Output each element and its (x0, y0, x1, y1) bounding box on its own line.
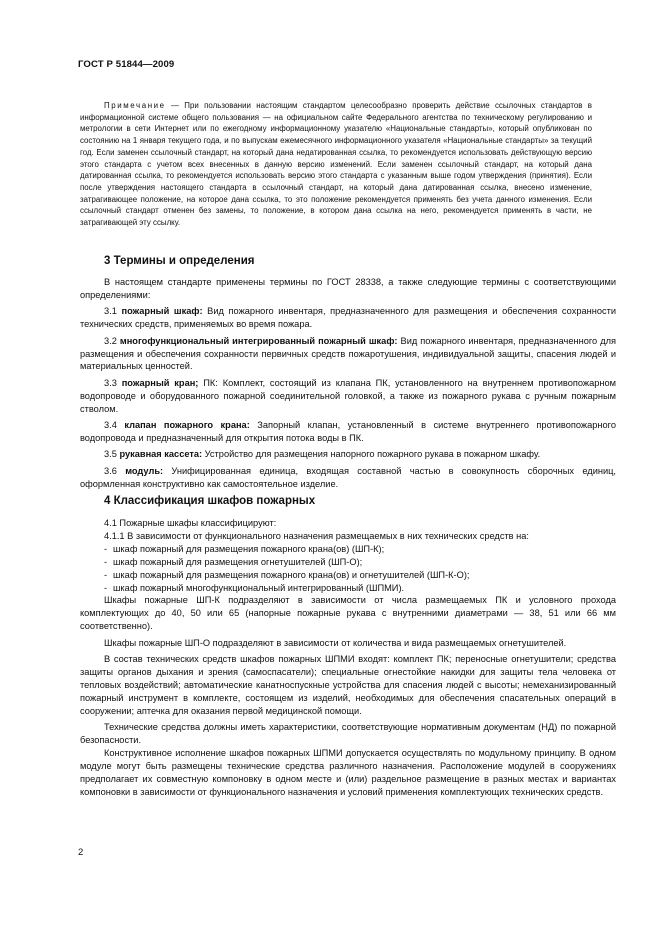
term-number: 3.5 (104, 449, 120, 460)
term-3-5 (80, 448, 616, 461)
term-definition: ПК: Комплект, состоящий из клапана ПК, установленного на внутреннем противопожарном водопроводе и оборудованного пожарной соединительной головкой, а также из пожарного рукава с ручным пожарным стволом. (80, 377, 616, 414)
list-item-text: шкаф пожарный для размещения огнетушителей (ШП-О); (113, 556, 363, 567)
term-name: модуль: (125, 465, 164, 476)
term-name: многофункциональный интегрированный пожарный шкаф: (119, 335, 398, 346)
term-definition: Устройство для размещения напорного пожарного рукава в пожарном шкафу. (202, 449, 541, 460)
list-item-text: шкаф пожарный для размещения пожарного крана(ов) (ШП-К); (113, 543, 385, 554)
paragraph-shp-o: Шкафы пожарные ШП-О подразделяют в зависимости от количества и вида размещаемых огнетушителей. (104, 637, 567, 648)
list-item (80, 582, 616, 595)
term-name: рукавная кассета: (119, 449, 203, 460)
term-name: клапан пожарного крана: (124, 420, 250, 431)
term-definition: Унифицированная единица, входящая составной частью в совокупность сборочных единиц, оформленная конструктивно как самостоятельное изделие. (80, 465, 617, 489)
paragraph-modular: Конструктивное исполнение шкафов пожарных ШПМИ допускается осуществлять по модульному принципу. В одном модуле могут быть размещены технические средства различного назначения. Расположение модулей в сооружениях предполагает их совместную компоновку в одном месте и (или) раздельное размещение в разных местах и вариантах компоновки в зависимости от функционального назначения и условий применения комплектующих технических средств. (80, 747, 616, 797)
section-4-heading: 4 Классификация шкафов пожарных (104, 495, 316, 507)
term-3-4 (80, 419, 616, 445)
term-number: 3.3 (104, 377, 122, 388)
section-3-heading: 3 Термины и определения (104, 255, 255, 267)
list-dash: - (104, 543, 108, 554)
term-3-1 (80, 305, 616, 331)
list-dash: - (104, 582, 108, 593)
term-name: пожарный шкаф: (121, 306, 203, 317)
section-3-body (80, 276, 616, 491)
section-4-body (80, 517, 616, 799)
term-3-6 (80, 465, 616, 491)
paragraph-shp-k: Шкафы пожарные ШП-К подразделяют в зависимости от числа размещаемых ПК и условного прохода комплектующих до 40, 50 или 65 (напорные пожарные рукава с внутренними диаметрами — 38, 51 или 66 мм соответственно). (80, 595, 616, 632)
term-number: 3.2 (104, 335, 120, 346)
section-3-intro: В настоящем стандарте применены термины по ГОСТ 28338, а также следующие термины с соответствующими определениями: (80, 277, 616, 300)
note-label: Примечание (104, 101, 166, 110)
term-number: 3.1 (104, 306, 122, 317)
paragraph-shpmi-composition: В состав технических средств шкафов пожарных ШПМИ входят: комплект ПК; переносные огнетушители; средства защиты органов дыхания и зрения (самоспасатели); специальные огнестойкие накидки для защиты тела человека от тепловых воздействий; автоматические канатноспускные устройства для спасения людей с высоты; немеханизированный пожарный инструмент в комплекте, состоящем из изделий, необходимых для обеспечения спасательных операций в сооружении; аптечка для оказания первой медицинской помощи. (80, 654, 616, 716)
term-3-3 (80, 377, 616, 416)
paragraph-characteristics: Технические средства должны иметь характеристики, соответствующие нормативным документам (НД) по пожарной безопасности. (80, 722, 616, 745)
term-number: 3.4 (104, 420, 125, 431)
page-number: 2 (78, 847, 84, 858)
term-definition: Вид пожарного инвентаря, предназначенного для размещения и обеспечения сохранности технических средств, применяемых во время пожара. (80, 306, 616, 330)
term-definition: Вид пожарного инвентаря, предназначенного для размещения и обеспечения сохранности первичных средств пожаротушения, индивидуальной защиты, спасения людей и материальных ценностей. (80, 335, 616, 372)
term-definition: Запорный клапан, установленный в системе внутреннего противопожарного водопровода и предназначенный для открытия потока воды в ПК. (80, 420, 616, 443)
list-item (80, 569, 616, 582)
note-text: — При пользовании настоящим стандартом целесообразно проверить действие ссылочных стандартов в информационной системе общего пользования — на официальном сайте Федерального агентства по техническому регулированию и метрологии в сети Интернет или по ежегодному информационному указателю «Национальные стандарты», который опубликован по состоянию на 1 января текущего года, и по выпускам ежемесячного информационного указателя «Национальные стандарты» за текущий год. Если заменен ссылочный стандарт, на который дана недатированная ссылка, то рекомендуется использовать действующую версию этого стандарта с учетом всех внесенных в данную версию изменений. Если заменен ссылочный стандарт, на который дана датированная ссылка, то рекомендуется использовать версию этого стандарта с указанным выше годом утверждения (принятия). Если после утверждения настоящего стандарта в ссылочный стандарт, на который дана датированная ссылка, внесено изменение, затрагивающее положение, на которое дана ссылка, то это положение рекомендуется применять без учета данного изменения. Если ссылочный стандарт отменен без замены, то положение, в котором дана ссылка на него, рекомендуется применять в части, не затрагивающей эту ссылку. (80, 101, 592, 228)
document-header: ГОСТ Р 51844—2009 (78, 59, 175, 70)
reference-note (80, 100, 592, 229)
list-dash: - (104, 569, 108, 580)
list-item (80, 543, 616, 556)
list-item (80, 556, 616, 569)
clause-4-1: 4.1 Пожарные шкафы классифицируют: (104, 518, 277, 528)
list-item-text: шкаф пожарный многофункциональный интегрированный (ШПМИ). (113, 582, 405, 593)
list-dash: - (104, 556, 108, 567)
term-number: 3.6 (104, 465, 126, 476)
term-3-2 (80, 335, 616, 374)
term-name: пожарный кран; (121, 377, 199, 388)
clause-4-1-1: 4.1.1 В зависимости от функционального назначения размещаемых в них технических средств на: (104, 530, 529, 541)
list-item-text: шкаф пожарный для размещения пожарного крана(ов) и огнетушителей (ШП-К-О); (113, 569, 470, 580)
